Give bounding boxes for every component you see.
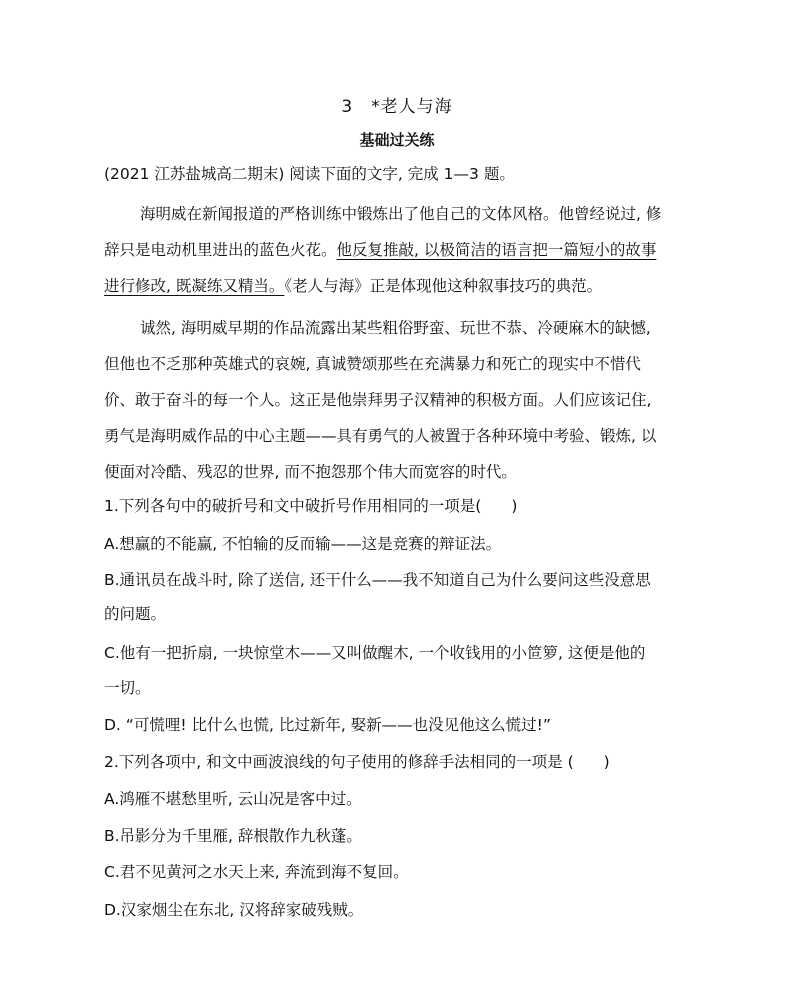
question1-option-c-line2: 一切。 <box>104 679 151 697</box>
passage-p1-line3 <box>104 276 602 296</box>
question1-option-b-line2: 的问题。 <box>104 605 167 623</box>
source-line: (2021 江苏盐城高二期末) 阅读下面的文字, 完成 1—3 题。 <box>104 165 515 183</box>
passage-p2-line1: 诚然, 海明威早期的作品流露出某些粗俗野蛮、玩世不恭、冷硬麻木的缺憾, <box>140 319 651 337</box>
question2-option-d: D.汉家烟尘在东北, 汉将辞家破残贼。 <box>104 901 364 919</box>
section-subtitle: 基础过关练 <box>359 131 435 149</box>
passage-underlined-sentence-part2: 进行修改, 既凝练又精当。 <box>104 277 285 295</box>
lesson-title <box>0 92 794 117</box>
passage-underlined-sentence-part1: 他反复推敲, 以极简洁的语言把一篇短小的故事 <box>336 241 657 259</box>
question2-option-b: B.吊影分为千里雁, 辞根散作九秋蓬。 <box>104 827 362 845</box>
passage-p1-line2 <box>104 240 656 260</box>
passage-p1-line1: 海明威在新闻报道的严格训练中锻炼出了他自己的文体风格。他曾经说过, 修 <box>140 205 662 223</box>
question2-stem-text: 2.下列各项中, 和文中画波浪线的句子使用的修辞手法相同的一项是 ( <box>104 753 574 771</box>
passage-p1-line2-plain: 辞只是电动机里进出的蓝色火花。 <box>104 241 337 259</box>
question2-option-a: A.鸿雁不堪愁里听, 云山况是客中过。 <box>104 790 362 808</box>
passage-p2-line5: 便面对冷酷、残忍的世界, 而不抱怨那个伟大而宽容的时代。 <box>104 463 517 481</box>
lesson-title-text: *老人与海 <box>371 97 453 117</box>
question1-stem-text: 1.下列各句中的破折号和文中破折号作用相同的一项是( <box>104 497 482 515</box>
question1-option-d: D. “可慌哩! 比什么也慌, 比过新年, 娶新——也没见他这么慌过!” <box>104 716 551 734</box>
passage-p2-line4: 勇气是海明威作品的中心主题——具有勇气的人被置于各种环境中考验、锻炼, 以 <box>104 427 657 445</box>
passage-p2-line2: 但他也不乏那种英雄式的哀婉, 真诚赞颂那些在充满暴力和死亡的现实中不惜代 <box>104 355 641 373</box>
question2-stem <box>104 752 610 772</box>
question1-stem-close: ) <box>511 497 518 515</box>
question1-option-b-line1: B.通讯员在战斗时, 除了送信, 还干什么——我不知道自己为什么要问这些没意思 <box>104 571 651 589</box>
lesson-number: 3 <box>341 97 354 117</box>
passage-p1-line3-rest: 《老人与海》正是体现他这种叙事技巧的典范。 <box>284 277 603 295</box>
question2-stem-close: ) <box>603 753 610 771</box>
question1-stem <box>104 496 517 516</box>
question1-option-c-line1: C.他有一把折扇, 一块惊堂木——又叫做醒木, 一个收钱用的小笸箩, 这便是他的 <box>104 644 646 662</box>
question1-option-a: A.想赢的不能赢, 不怕输的反而输——这是竞赛的辩证法。 <box>104 535 502 553</box>
passage-p2-line3: 价、敢于奋斗的每一个人。这正是他崇拜男子汉精神的积极方面。人们应该记住, <box>104 391 652 409</box>
question2-option-c: C.君不见黄河之水天上来, 奔流到海不复回。 <box>104 863 409 881</box>
